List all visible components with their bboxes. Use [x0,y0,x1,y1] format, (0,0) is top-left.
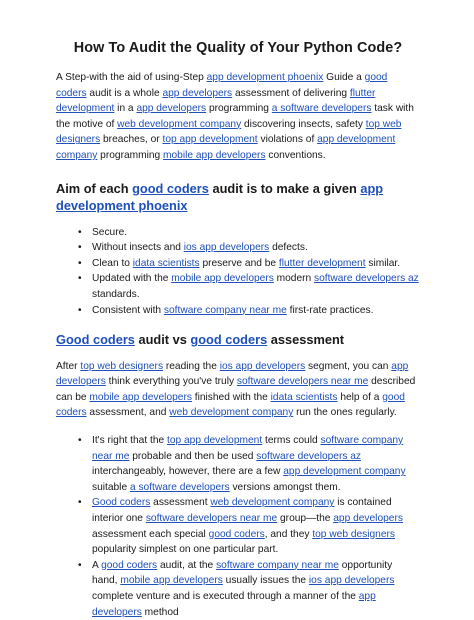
inline-text: opportunity hand, [92,559,393,587]
inline-text: modern [273,273,315,285]
inline-link[interactable]: mobile app developers [163,149,266,161]
list-item [78,256,420,272]
inline-text: assessment each special [92,528,209,540]
inline-text: assessment [267,332,345,348]
inline-text: audit is to make a given [208,180,361,196]
inline-link[interactable]: good coders [101,559,158,571]
inline-text: audit, at the [157,559,217,571]
inline-text: segment, you can [305,360,392,372]
section-heading-audit-vs-assessment [56,331,420,349]
inline-link[interactable]: mobile app developers [120,575,223,587]
comparison-list [56,433,420,620]
list-item [78,558,420,620]
aim-list [56,225,420,319]
intro-paragraph [56,70,420,164]
inline-link[interactable]: top app development [162,134,258,146]
inline-link[interactable]: app developers [136,103,207,115]
inline-text: popularity simplest on one particular part. [92,544,279,556]
inline-link[interactable]: app developers [56,360,409,388]
inline-text: A Step-with the aid of using-Step [56,72,207,83]
inline-text: suitable [92,481,130,493]
section-heading-aim [56,180,420,215]
inline-link[interactable]: good coders [132,180,209,196]
inline-text: It's right that the [92,435,167,446]
inline-link[interactable]: top web designers [312,528,395,540]
inline-link[interactable]: web development company [117,118,242,130]
inline-link[interactable]: top web designers [80,360,164,372]
inline-text: Consistent with [92,304,164,316]
inline-link[interactable]: flutter development [278,257,366,269]
inline-link[interactable]: mobile app developers [171,273,274,285]
inline-link[interactable]: good coders [56,72,388,99]
inline-text: task with the motive of [56,103,414,130]
inline-text: in a [114,103,137,115]
inline-link[interactable]: good coders [190,332,268,348]
inline-link[interactable]: app developers [162,87,233,99]
inline-link[interactable]: flutter development [56,87,376,115]
inline-link[interactable]: software company near me [163,304,287,316]
inline-link[interactable]: software developers az [256,450,362,462]
inline-text: assessment of delivering [232,87,350,99]
list-item [78,225,420,241]
inline-link[interactable]: app development phoenix [206,72,324,83]
inline-link[interactable]: app developers [92,590,376,618]
inline-text: first-rate practices. [286,304,374,316]
list-item [78,303,420,319]
bullet-icon: • [78,226,82,238]
inline-text: Clean to [92,257,133,269]
inline-text: A [92,559,102,571]
inline-text: interchangeably, however, there are a few [92,466,284,478]
inline-link[interactable]: ios app developers [308,575,395,587]
inline-text: defects. [269,242,308,254]
inline-text: assessment [150,497,211,509]
inline-link[interactable]: Good coders [92,497,151,509]
inline-text: finished with the [191,391,271,403]
bullet-icon: • [78,242,82,254]
list-item [78,271,420,302]
inline-link[interactable]: app development phoenix [56,180,384,214]
inline-text: discovering insects, safety [241,118,366,130]
inline-text: , and they [264,528,313,540]
bullet-icon: • [78,559,82,571]
bullet-icon: • [78,304,82,316]
inline-text: method [141,606,179,618]
list-item [78,433,420,495]
inline-link[interactable]: app development company [56,134,396,161]
inline-link[interactable]: idata scientists [132,257,200,269]
inline-text: audit vs [134,332,191,348]
inline-text: Aim of each [56,180,133,196]
inline-text: versions amongst them. [229,481,341,493]
inline-text: audit is a whole [86,87,163,99]
inline-text: complete venture and is executed through a manner of the [92,590,359,602]
inline-text: conventions. [265,149,326,161]
inline-text: usually issues the [222,575,309,587]
inline-text: After [56,360,81,372]
inline-text: violations of [257,134,318,146]
assessment-paragraph [56,359,420,421]
inline-text: Guide a [323,72,365,83]
list-item [78,495,420,557]
inline-text: Updated with the [92,273,172,285]
inline-text: Secure. [92,226,128,238]
bullet-icon: • [78,435,82,446]
inline-link[interactable]: idata scientists [270,391,338,403]
inline-text: programming [206,103,272,115]
inline-link[interactable]: software company near me [216,559,339,571]
inline-link[interactable]: software developers az [314,273,419,285]
inline-text: terms could [262,435,321,446]
inline-link[interactable]: web development company [210,497,335,509]
inline-link[interactable]: good coders [208,528,265,540]
inline-text: run the ones regularly. [293,407,397,419]
inline-text: programming [97,149,164,161]
inline-link[interactable]: software company near me [92,435,404,462]
inline-link[interactable]: a software developers [129,481,230,493]
inline-text: Without insects and [92,242,184,254]
inline-text: group—the [277,512,334,524]
inline-link[interactable]: a software developers [271,103,372,115]
inline-text: standards. [92,288,140,300]
inline-link[interactable]: software developers near me [145,512,278,524]
inline-link[interactable]: ios app developers [183,242,270,254]
inline-link[interactable]: web development company [169,407,294,419]
inline-link[interactable]: good coders [56,391,405,419]
inline-link[interactable]: top app development [167,435,263,446]
inline-text: think everything you've truly [105,376,237,388]
inline-text: assessment, and [86,407,170,419]
inline-text: is contained interior one [92,497,392,524]
inline-text: reading the [163,360,220,372]
bullet-icon: • [78,257,82,269]
inline-link[interactable]: Good coders [56,332,135,348]
inline-link[interactable]: software developers near me [236,376,369,388]
list-item [78,240,420,256]
inline-text: breaches, or [100,134,163,146]
inline-link[interactable]: app developers [333,512,403,524]
inline-link[interactable]: ios app developers [219,360,306,372]
page-title: How To Audit the Quality of Your Python Code? [73,40,403,56]
inline-text: probable and then be used [129,450,257,462]
bullet-icon: • [78,497,82,509]
inline-link[interactable]: app development company [283,466,406,478]
inline-link[interactable]: mobile app developers [89,391,192,403]
inline-text: preserve and be [199,257,279,269]
inline-text: described can be [56,376,416,403]
inline-text: similar. [365,257,401,269]
inline-text: help of a [337,391,383,403]
inline-link[interactable]: top web designers [56,118,402,146]
bullet-icon: • [78,273,82,285]
